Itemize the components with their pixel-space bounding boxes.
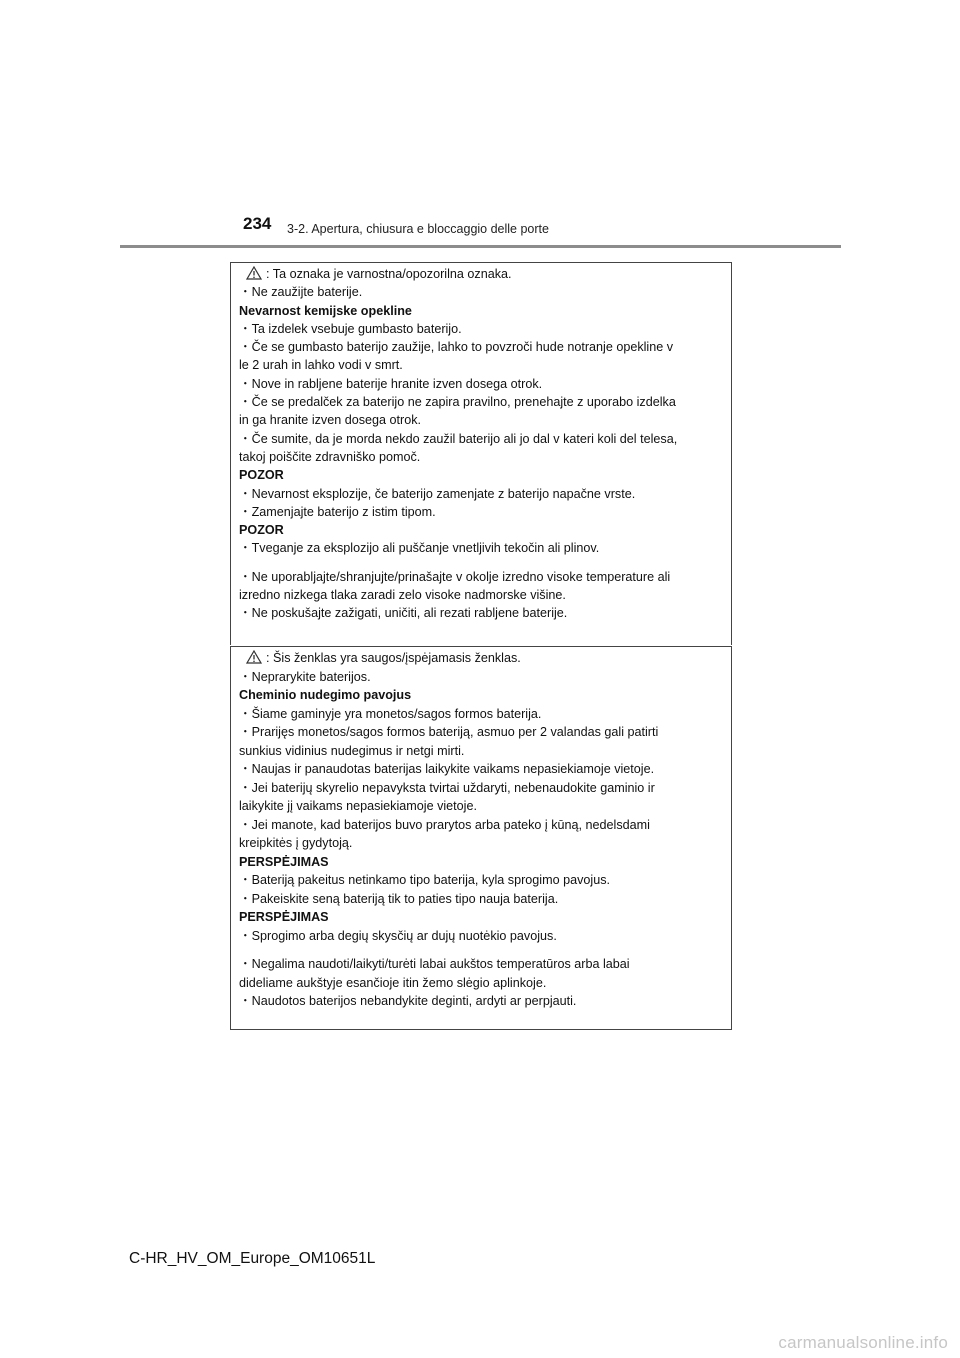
warning-triangle-icon — [246, 650, 262, 664]
text-line: ・Zamenjajte baterijo z istim tipom. — [239, 504, 436, 519]
text-line: ・Naujas ir panaudotas baterijas laikykite vaikams nepasiekiamoje vietoje. — [239, 762, 655, 776]
text-line: ・Ta izdelek vsebuje gumbasto baterijo. — [239, 321, 462, 336]
text-line: ・Ne zaužijte baterije. — [239, 285, 363, 300]
caution-heading: PERSPĖJIMAS — [239, 854, 329, 869]
text-line: ・Če sumite, da je morda nekdo zaužil baterijo ali jo dal v kateri koli del telesa, — [239, 431, 678, 446]
text-line: ・Pakeiskite seną bateriją tik to paties tipo nauja baterija. — [239, 891, 559, 906]
text-line: ・Če se gumbasto baterijo zaužije, lahko to povzroči hude notranje opekline v — [239, 340, 674, 355]
text-line: ・Jei baterijų skyrelio nepavyksta tvirtai uždaryti, nebenaudokite gaminio ir — [239, 780, 655, 795]
spacer — [239, 558, 721, 568]
caution-heading: PERSPĖJIMAS — [239, 910, 329, 924]
watermark: carmanualsonline.info — [778, 1333, 948, 1352]
text-line: ・Neprarykite baterijos. — [239, 669, 371, 684]
text-line: ・Naudotos baterijos nebandykite deginti, ardyti ar perpjauti. — [239, 994, 577, 1008]
text-line: ・Sprogimo arba degių skysčių ar dujų nuotėkio pavojus. — [239, 928, 557, 943]
text-line: ・Prarijęs monetos/sagos formos bateriją, asmuo per 2 valandas gali patirti — [239, 725, 659, 739]
warning-triangle-icon — [246, 266, 262, 280]
text-line: izredno nizkega tlaka zaradi zelo visoke nadmorske višine. — [239, 588, 566, 603]
text-line: ・Ne poskušajte zažigati, uničiti, ali rezati rabljene baterije. — [239, 606, 568, 621]
text-line: ・Tveganje za eksplozijo ali puščanje vnetljivih tekočin ali plinov. — [239, 541, 600, 556]
text-line: ・Negalima naudoti/laikyti/turėti labai aukštos temperatūros arba labai — [239, 957, 630, 971]
warning-symbol-line — [239, 649, 721, 668]
text-line: laikykite jį vaikams nepasiekiamoje vietoje. — [239, 799, 477, 813]
section-title: 3-2. Apertura, chiusura e bloccaggio delle porte — [287, 222, 549, 236]
lithuanian-warning-box — [230, 646, 732, 1030]
text-line: ・Jei manote, kad baterijos buvo prarytos arba pateko į kūną, nedelsdami — [239, 817, 650, 832]
lithuanian-warning-text — [239, 649, 721, 1011]
hazard-heading: Cheminio nudegimo pavojus — [239, 688, 412, 702]
text-line: ・Bateriją pakeitus netinkamo tipo baterija, kyla sprogimo pavojus. — [239, 873, 611, 887]
text-line: takoj poiščite zdravniško pomoč. — [239, 449, 421, 464]
caution-heading: POZOR — [239, 523, 284, 538]
warning-symbol-text: : Ta oznaka je varnostna/opozorilna oznaka. — [266, 267, 512, 281]
text-line: in ga hranite izven dosega otrok. — [239, 413, 422, 428]
text-line: le 2 urah in lahko vodi v smrt. — [239, 358, 403, 373]
slovenian-warning-text — [239, 265, 721, 623]
text-line: ・Če se predalček za baterijo ne zapira pravilno, prenehajte z uporabo izdelka — [239, 395, 676, 410]
text-line: ・Nove in rabljene baterije hranite izven dosega otrok. — [239, 376, 543, 391]
caution-heading: POZOR — [239, 468, 284, 483]
text-line: ・Ne uporabljajte/shranjujte/prinašajte v okolje izredno visoke temperature ali — [239, 569, 671, 584]
spacer — [239, 945, 721, 955]
document-code: C-HR_HV_OM_Europe_OM10651L — [129, 1250, 376, 1267]
header-divider — [120, 245, 841, 248]
text-line: ・Šiame gaminyje yra monetos/sagos formos baterija. — [239, 706, 542, 721]
text-line: sunkius vidinius nudegimus ir netgi mirti. — [239, 743, 465, 758]
page-number: 234 — [243, 214, 272, 233]
text-line: kreipkitės į gydytoją. — [239, 836, 353, 850]
text-line: dideliame aukštyje esančioje itin žemo slėgio aplinkoje. — [239, 975, 547, 990]
text-line: ・Nevarnost eksplozije, če baterijo zamenjate z baterijo napačne vrste. — [239, 486, 636, 501]
slovenian-warning-box — [230, 262, 732, 645]
hazard-heading: Nevarnost kemijske opekline — [239, 303, 412, 318]
warning-symbol-line — [239, 265, 721, 283]
warning-symbol-text: : Šis ženklas yra saugos/įspėjamasis ženklas. — [266, 651, 521, 665]
